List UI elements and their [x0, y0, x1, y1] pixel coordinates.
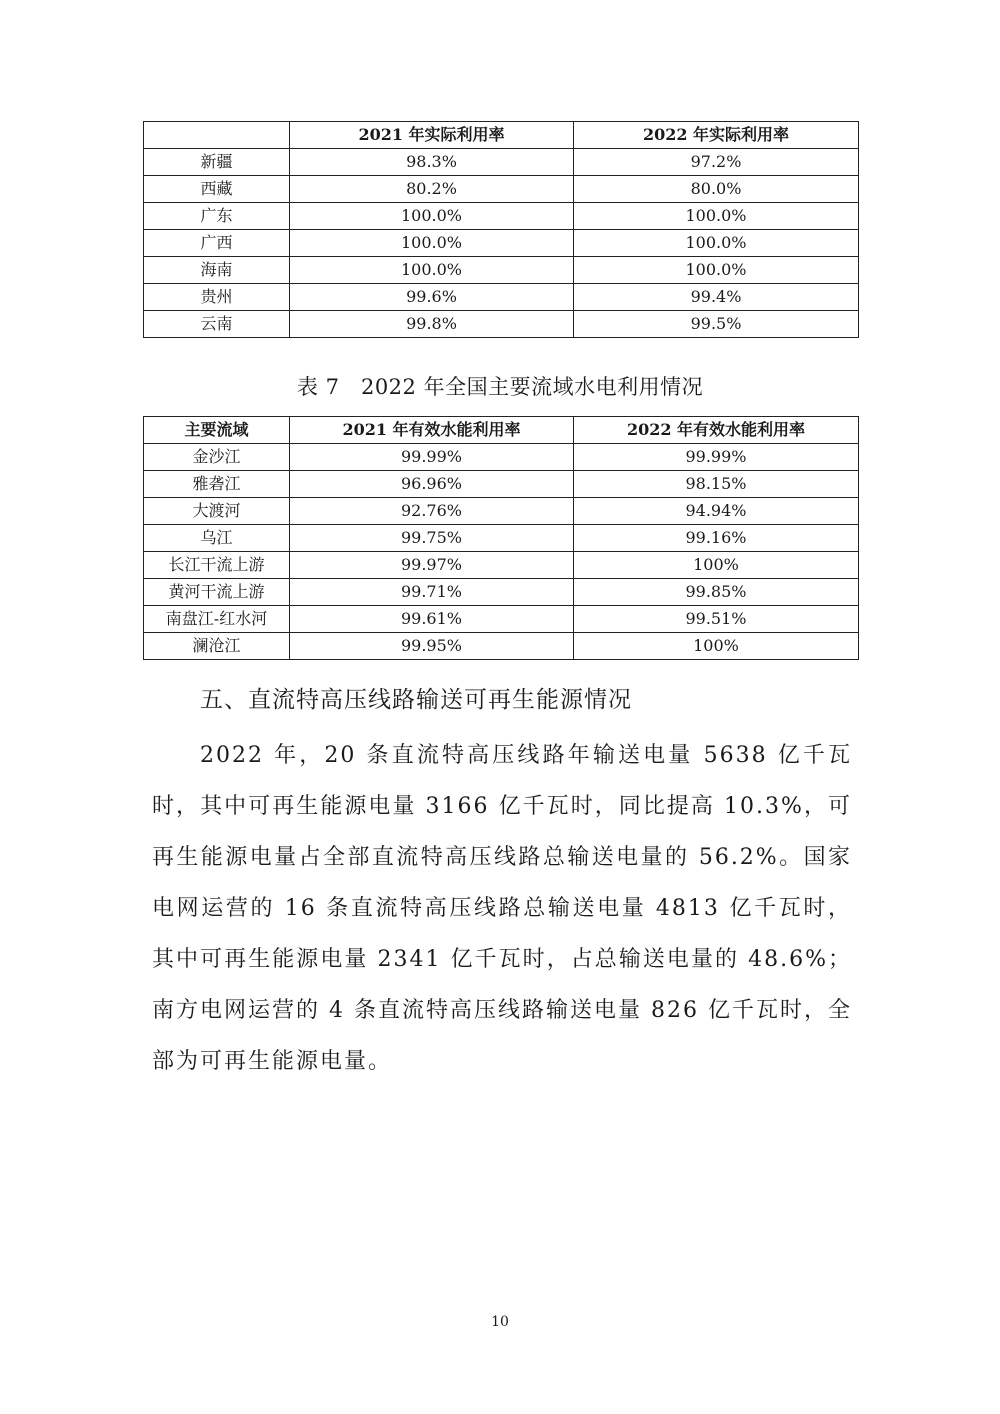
value-cell: 99.95%: [290, 633, 574, 660]
value-cell: 94.94%: [574, 498, 859, 525]
value-cell: 98.15%: [574, 471, 859, 498]
header-cell: 主要流域: [144, 417, 290, 444]
value-cell: 99.16%: [574, 525, 859, 552]
table-header-row: [144, 122, 859, 149]
value-cell: 99.99%: [290, 444, 574, 471]
table-row: [144, 203, 859, 230]
value-cell: 99.75%: [290, 525, 574, 552]
value-cell: 99.51%: [574, 606, 859, 633]
region-cell: 云南: [144, 311, 290, 338]
table-row: [144, 579, 859, 606]
region-cell: 广西: [144, 230, 290, 257]
value-cell: 99.71%: [290, 579, 574, 606]
basin-cell: 大渡河: [144, 498, 290, 525]
basin-cell: 南盘江-红水河: [144, 606, 290, 633]
value-cell: 100.0%: [290, 203, 574, 230]
body-paragraph: 2022 年，20 条直流特高压线路年输送电量 5638 亿千瓦时，其中可再生能源电量 3166 亿千瓦时，同比提高 10.3%，可再生能源电量占全部直流特高压线路总输送电量的 56.2%。国家电网运营的 16 条直流特高压线路总输送电量 4813 亿千瓦时，其中可再生能源电量 2341 亿千瓦时，占总输送电量的 48.6%；南方电网运营的 4 条直流特高压线路输送电量 826 亿千瓦时，全部为可再生能源电量。: [152, 743, 852, 1074]
table-row: [144, 606, 859, 633]
table-row: [144, 230, 859, 257]
table-row: [144, 311, 859, 338]
value-cell: 99.61%: [290, 606, 574, 633]
value-cell: 80.0%: [574, 176, 859, 203]
table-row: [144, 176, 859, 203]
header-cell: 2021 年实际利用率: [290, 122, 574, 149]
region-cell: 广东: [144, 203, 290, 230]
value-cell: 99.4%: [574, 284, 859, 311]
table-header-row: [144, 417, 859, 444]
value-cell: 98.3%: [290, 149, 574, 176]
header-cell: [144, 122, 290, 149]
header-cell: 2022 年有效水能利用率: [574, 417, 859, 444]
table-row: [144, 552, 859, 579]
region-cell: 西藏: [144, 176, 290, 203]
table-row: [144, 633, 859, 660]
value-cell: 99.99%: [574, 444, 859, 471]
table-row: [144, 498, 859, 525]
section-heading: 五、直流特高压线路输送可再生能源情况: [200, 687, 632, 713]
basin-cell: 金沙江: [144, 444, 290, 471]
value-cell: 100.0%: [290, 230, 574, 257]
value-cell: 100.0%: [574, 203, 859, 230]
region-cell: 海南: [144, 257, 290, 284]
table-row: [144, 284, 859, 311]
value-cell: 99.5%: [574, 311, 859, 338]
value-cell: 100%: [574, 552, 859, 579]
value-cell: 100.0%: [574, 230, 859, 257]
value-cell: 97.2%: [574, 149, 859, 176]
value-cell: 99.8%: [290, 311, 574, 338]
value-cell: 99.97%: [290, 552, 574, 579]
basin-cell: 澜沧江: [144, 633, 290, 660]
value-cell: 100.0%: [574, 257, 859, 284]
basin-cell: 雅砻江: [144, 471, 290, 498]
header-cell: 2022 年实际利用率: [574, 122, 859, 149]
table-row: [144, 444, 859, 471]
table-row: [144, 525, 859, 552]
table-row: [144, 149, 859, 176]
value-cell: 99.85%: [574, 579, 859, 606]
basin-cell: 乌江: [144, 525, 290, 552]
table-row: [144, 471, 859, 498]
value-cell: 96.96%: [290, 471, 574, 498]
value-cell: 99.6%: [290, 284, 574, 311]
basin-cell: 长江干流上游: [144, 552, 290, 579]
basin-cell: 黄河干流上游: [144, 579, 290, 606]
utilization-table-river-basins: [143, 416, 859, 660]
region-cell: 贵州: [144, 284, 290, 311]
value-cell: 100%: [574, 633, 859, 660]
table-caption: 表 7 2022 年全国主要流域水电利用情况: [296, 375, 704, 399]
utilization-table-provinces: [143, 121, 859, 338]
value-cell: 80.2%: [290, 176, 574, 203]
value-cell: 100.0%: [290, 257, 574, 284]
region-cell: 新疆: [144, 149, 290, 176]
table-row: [144, 257, 859, 284]
page-number: 10: [491, 1314, 509, 1330]
value-cell: 92.76%: [290, 498, 574, 525]
header-cell: 2021 年有效水能利用率: [290, 417, 574, 444]
